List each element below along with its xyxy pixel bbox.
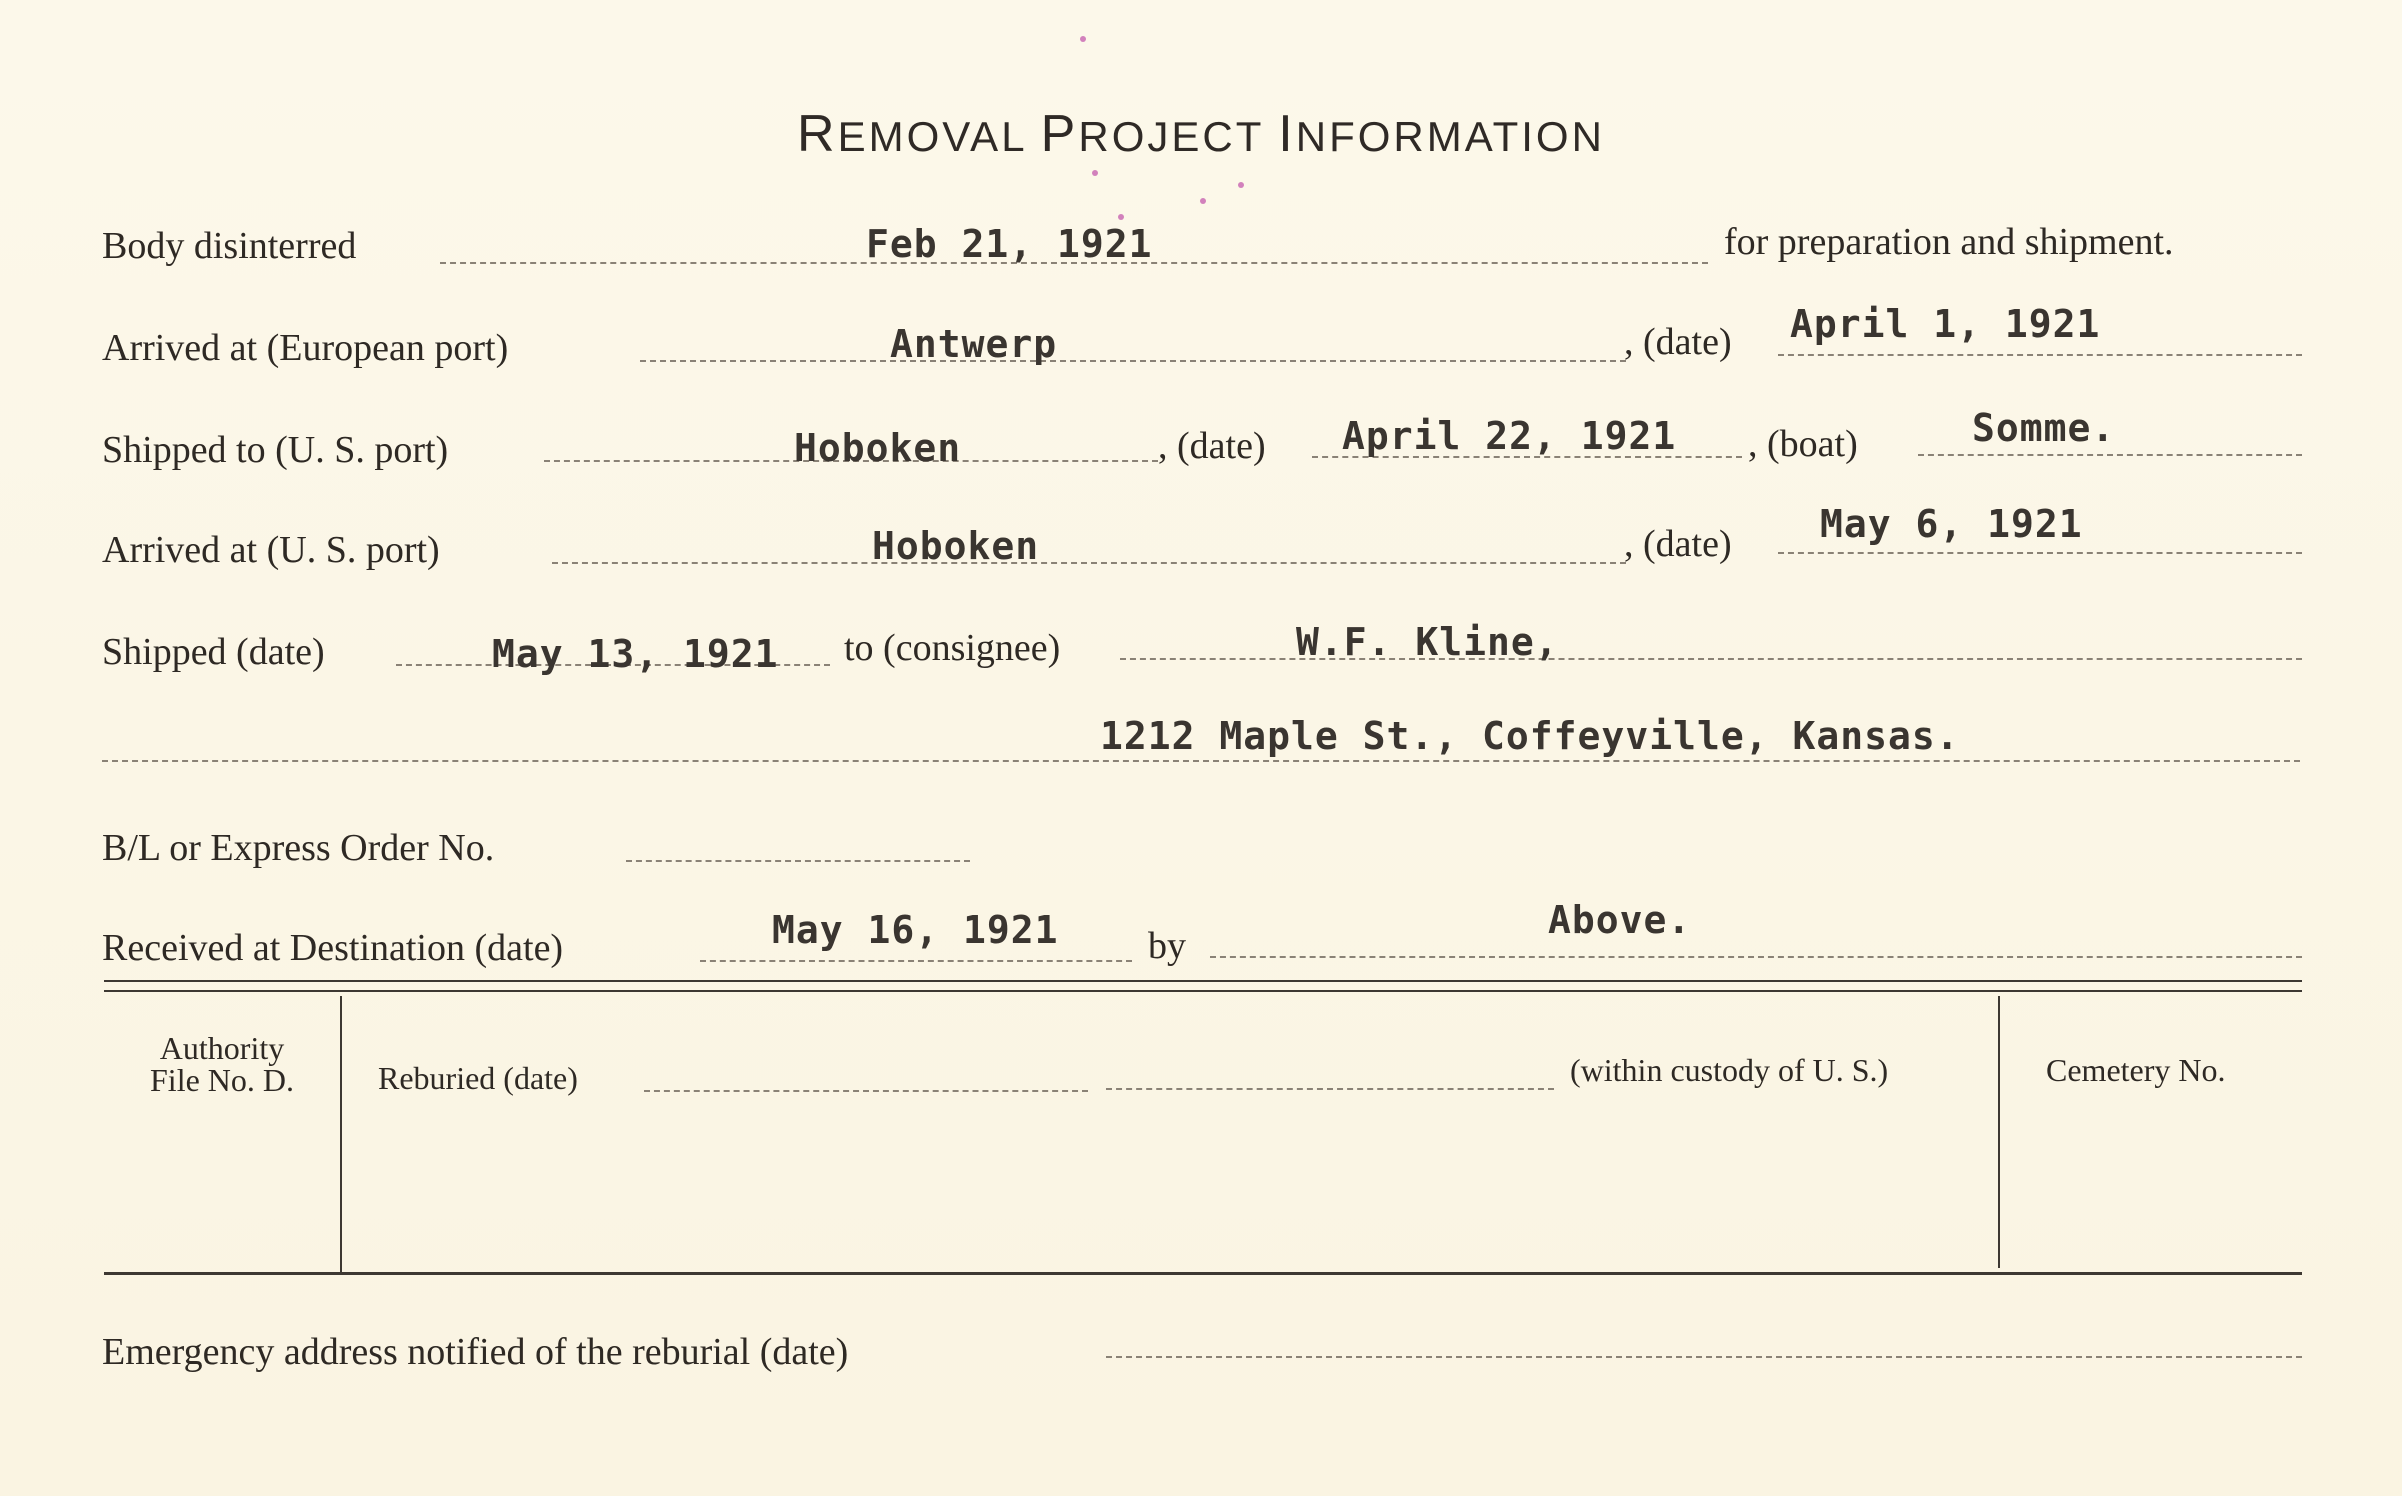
page-title: REMOVAL PROJECT INFORMATION bbox=[797, 105, 1605, 163]
disinterred-label: Body disinterred bbox=[102, 225, 357, 267]
disinterred-suffix: for preparation and shipment. bbox=[1724, 221, 2174, 263]
received-by: Above. bbox=[1548, 898, 1692, 942]
dotted-line bbox=[1778, 354, 2302, 356]
reburied-input-line[interactable] bbox=[644, 1090, 1088, 1092]
bl-input-line[interactable] bbox=[626, 860, 970, 862]
table-divider bbox=[340, 996, 342, 1272]
dotted-line bbox=[1210, 956, 2302, 958]
consignee-value: W.F. Kline, bbox=[1296, 620, 1559, 664]
shipped-us-date-label: , (date) bbox=[1158, 425, 1266, 467]
cemetery-label: Cemetery No. bbox=[2046, 1052, 2226, 1088]
ink-speck bbox=[1092, 170, 1098, 176]
dotted-line bbox=[640, 360, 1626, 362]
dotted-line bbox=[1778, 552, 2302, 554]
ink-speck bbox=[1080, 36, 1086, 42]
ink-speck bbox=[1118, 214, 1124, 220]
authority-label-2: File No. D. bbox=[150, 1062, 294, 1098]
ink-speck bbox=[1200, 198, 1206, 204]
authority-label-1: Authority bbox=[159, 1030, 285, 1066]
bl-label: B/L or Express Order No. bbox=[102, 827, 495, 869]
table-divider bbox=[1998, 996, 2000, 1268]
arrived-us-date: May 6, 1921 bbox=[1820, 502, 2083, 546]
dotted-line bbox=[1918, 454, 2302, 456]
arrived-us-port: Hoboken bbox=[872, 524, 1040, 568]
arrived-eu-date: April 1, 1921 bbox=[1790, 302, 2101, 346]
arrived-eu-label: Arrived at (European port) bbox=[102, 327, 509, 369]
dotted-line bbox=[552, 562, 1626, 564]
reburied-input-line[interactable] bbox=[1106, 1088, 1554, 1090]
shipped-us-boat-label: , (boat) bbox=[1748, 423, 1858, 465]
reburied-label: Reburied (date) bbox=[378, 1060, 578, 1096]
shipped-date: May 13, 1921 bbox=[492, 632, 779, 676]
table-bottom-rule bbox=[104, 1272, 2302, 1275]
ink-speck bbox=[1238, 182, 1244, 188]
consignee-address: 1212 Maple St., Coffeyville, Kansas. bbox=[1100, 714, 1960, 758]
emergency-input-line[interactable] bbox=[1106, 1356, 2302, 1358]
received-label: Received at Destination (date) bbox=[102, 927, 564, 969]
arrived-eu-port: Antwerp bbox=[890, 322, 1058, 366]
shipped-us-port: Hoboken bbox=[794, 426, 962, 470]
table-top-rule bbox=[104, 980, 2302, 982]
dotted-line bbox=[102, 760, 2300, 762]
arrived-us-label: Arrived at (U. S. port) bbox=[102, 529, 440, 571]
shipped-us-label: Shipped to (U. S. port) bbox=[102, 429, 449, 471]
shipped-date-label: Shipped (date) bbox=[102, 631, 325, 673]
shipped-us-boat: Somme. bbox=[1972, 406, 2116, 450]
dotted-line bbox=[700, 960, 1132, 962]
disinterred-value: Feb 21, 1921 bbox=[866, 222, 1153, 266]
arrived-eu-date-label: , (date) bbox=[1624, 321, 1732, 363]
received-date: May 16, 1921 bbox=[772, 908, 1059, 952]
emergency-label: Emergency address notified of the reburial (date) bbox=[102, 1331, 849, 1373]
shipped-us-date: April 22, 1921 bbox=[1342, 414, 1677, 458]
custody-label: (within custody of U. S.) bbox=[1570, 1052, 1889, 1088]
arrived-us-date-label: , (date) bbox=[1624, 523, 1732, 565]
received-by-label: by bbox=[1148, 925, 1186, 967]
table-top-rule bbox=[104, 990, 2302, 992]
consignee-label: to (consignee) bbox=[844, 627, 1061, 669]
